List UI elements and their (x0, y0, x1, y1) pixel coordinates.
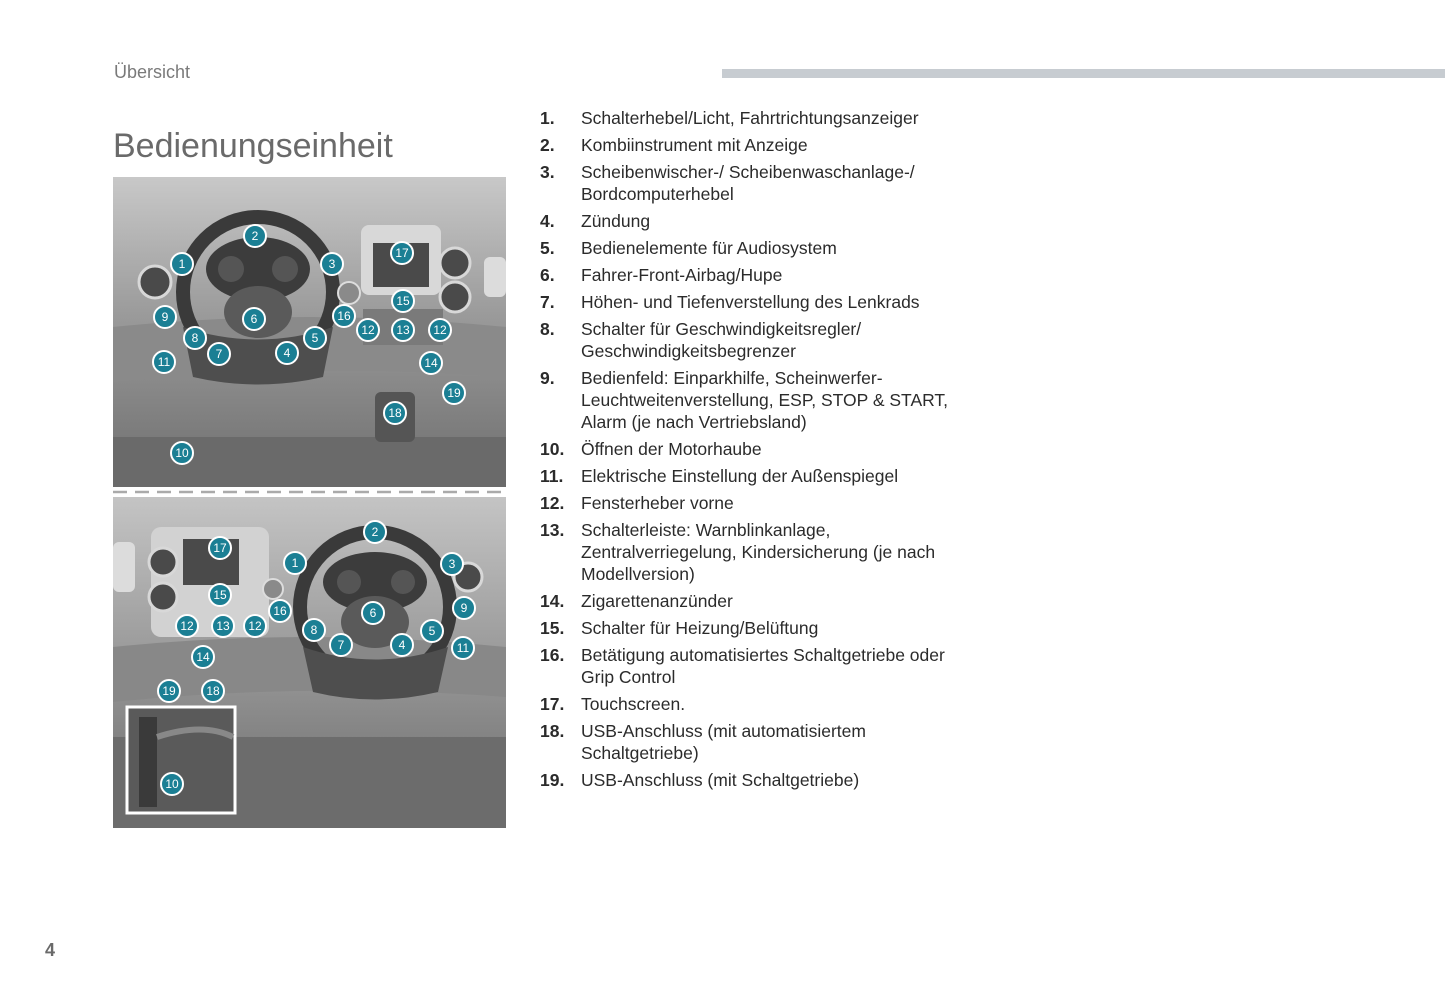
svg-text:14: 14 (424, 356, 438, 370)
callout-17 (209, 537, 231, 559)
legend-item (540, 438, 960, 460)
legend-number: 12. (540, 493, 565, 513)
svg-text:17: 17 (395, 246, 409, 260)
legend-text: Zündung (581, 211, 651, 231)
callout-18 (384, 402, 406, 424)
svg-text:14: 14 (196, 650, 210, 664)
svg-text:4: 4 (398, 638, 406, 652)
legend-item (540, 617, 960, 639)
dashboard-illustration (113, 177, 506, 828)
callout-19 (443, 382, 465, 404)
legend-number: 4. (540, 211, 555, 231)
section-label: Übersicht (114, 62, 191, 82)
legend-text: Bedienfeld: Einparkhilfe, Scheinwerfer-Leuchtweitenverstellung, ESP, STOP & START, Alarm (je nach Vertriebsland) (581, 368, 949, 432)
callout-6 (362, 602, 384, 624)
legend-item (540, 291, 960, 313)
svg-text:16: 16 (273, 604, 287, 618)
legend-text: Schalter für Geschwindigkeitsregler/ Geschwindigkeitsbegrenzer (581, 319, 862, 361)
callout-7 (208, 343, 230, 365)
legend-text: USB-Anschluss (mit automatisiertem Schaltgetriebe) (581, 721, 866, 763)
callout-8 (184, 327, 206, 349)
callout-9 (154, 306, 176, 328)
legend-text: Fensterheber vorne (581, 493, 734, 513)
legend-number: 9. (540, 368, 555, 388)
svg-text:15: 15 (213, 588, 227, 602)
svg-text:4: 4 (283, 346, 291, 360)
callout-15 (209, 584, 231, 606)
svg-text:12: 12 (248, 619, 262, 633)
legend-item (540, 210, 960, 232)
callout-5 (421, 620, 443, 642)
legend-number: 6. (540, 265, 555, 285)
legend-number: 11. (540, 466, 564, 486)
legend-number: 3. (540, 162, 555, 182)
svg-text:5: 5 (311, 331, 319, 345)
callout-12a (176, 615, 198, 637)
callout-3 (321, 253, 343, 275)
svg-text:17: 17 (213, 541, 227, 555)
svg-text:8: 8 (191, 331, 199, 345)
legend-text: Schalterleiste: Warnblinkanlage, Zentralverriegelung, Kindersicherung (je nach Modellversion) (581, 520, 936, 584)
legend-item (540, 264, 960, 286)
callout-10 (161, 773, 183, 795)
callout-19 (158, 680, 180, 702)
callout-10 (171, 442, 193, 464)
legend-item (540, 590, 960, 612)
svg-text:12: 12 (361, 323, 375, 337)
legend-item (540, 134, 960, 156)
legend-text: Touchscreen. (581, 694, 686, 714)
legend-item (540, 720, 960, 764)
svg-text:8: 8 (310, 623, 318, 637)
callout-3 (441, 553, 463, 575)
svg-text:19: 19 (162, 684, 176, 698)
legend-number: 8. (540, 319, 555, 339)
svg-text:12: 12 (180, 619, 194, 633)
callout-2 (244, 225, 266, 247)
svg-text:7: 7 (337, 638, 345, 652)
svg-text:3: 3 (328, 257, 336, 271)
legend-item (540, 693, 960, 715)
legend-number: 19. (540, 770, 565, 790)
legend-list (540, 107, 960, 796)
legend-text: Betätigung automatisiertes Schaltgetriebe oder Grip Control (581, 645, 945, 687)
callout-5 (304, 327, 326, 349)
legend-item (540, 237, 960, 259)
legend-item (540, 644, 960, 688)
header-bar (722, 69, 1445, 78)
legend-text: Bedienelemente für Audiosystem (581, 238, 837, 258)
svg-text:13: 13 (396, 323, 410, 337)
callout-12b (244, 615, 266, 637)
svg-text:6: 6 (250, 312, 258, 326)
legend-text: Scheibenwischer-/ Scheibenwaschanlage-/ Bordcomputerhebel (581, 162, 915, 204)
legend-item (540, 492, 960, 514)
callout-6 (243, 308, 265, 330)
legend-number: 16. (540, 645, 565, 665)
legend-number: 1. (540, 108, 555, 128)
legend-number: 15. (540, 618, 565, 638)
legend-number: 18. (540, 721, 565, 741)
callout-8 (303, 619, 325, 641)
svg-text:7: 7 (215, 347, 223, 361)
callout-13 (392, 319, 414, 341)
svg-text:13: 13 (216, 619, 230, 633)
legend-number: 7. (540, 292, 555, 312)
svg-text:2: 2 (251, 229, 259, 243)
svg-text:15: 15 (396, 294, 410, 308)
callout-11 (153, 351, 175, 373)
legend-item (540, 465, 960, 487)
callout-12b (429, 319, 451, 341)
legend-number: 2. (540, 135, 555, 155)
callout-12a (357, 319, 379, 341)
page-title: Bedienungseinheit (113, 126, 393, 165)
svg-text:6: 6 (369, 606, 377, 620)
callout-4 (276, 342, 298, 364)
legend-number: 5. (540, 238, 555, 258)
svg-text:5: 5 (428, 624, 436, 638)
legend-item (540, 769, 960, 791)
page-number: 4 (45, 940, 56, 960)
legend-text: Elektrische Einstellung der Außenspiegel (581, 466, 899, 486)
legend-number: 14. (540, 591, 565, 611)
callout-7 (330, 634, 352, 656)
svg-text:16: 16 (337, 309, 351, 323)
callout-17 (391, 242, 413, 264)
svg-text:12: 12 (433, 323, 447, 337)
legend-text: Fahrer-Front-Airbag/Hupe (581, 265, 783, 285)
callout-4 (391, 634, 413, 656)
callout-14 (420, 352, 442, 374)
legend-number: 17. (540, 694, 565, 714)
svg-text:10: 10 (175, 446, 189, 460)
callout-15 (392, 290, 414, 312)
svg-text:3: 3 (448, 557, 456, 571)
svg-text:2: 2 (371, 525, 379, 539)
svg-text:10: 10 (165, 777, 179, 791)
legend-number: 13. (540, 520, 565, 540)
svg-text:9: 9 (161, 310, 169, 324)
callout-18 (202, 680, 224, 702)
legend-text: Schalter für Heizung/Belüftung (581, 618, 819, 638)
legend-item (540, 367, 960, 433)
legend-item (540, 519, 960, 585)
legend-text: Kombiinstrument mit Anzeige (581, 135, 808, 155)
legend-item (540, 161, 960, 205)
legend-text: Öffnen der Motorhaube (581, 439, 762, 459)
svg-text:19: 19 (447, 386, 461, 400)
legend-number: 10. (540, 439, 565, 459)
svg-text:9: 9 (460, 601, 468, 615)
svg-text:18: 18 (206, 684, 220, 698)
callout-16 (269, 600, 291, 622)
legend-text: USB-Anschluss (mit Schaltgetriebe) (581, 770, 860, 790)
callout-14 (192, 646, 214, 668)
callout-16 (333, 305, 355, 327)
legend-text: Zigarettenanzünder (581, 591, 733, 611)
svg-text:1: 1 (291, 556, 299, 570)
svg-text:1: 1 (178, 257, 186, 271)
legend-item (540, 318, 960, 362)
legend-item (540, 107, 960, 129)
svg-text:18: 18 (388, 406, 402, 420)
callout-11 (452, 637, 474, 659)
callout-9 (453, 597, 475, 619)
callout-2 (364, 521, 386, 543)
legend-text: Höhen- und Tiefenverstellung des Lenkrads (581, 292, 920, 312)
callout-1 (171, 253, 193, 275)
svg-text:11: 11 (456, 641, 470, 655)
svg-text:11: 11 (157, 355, 171, 369)
callout-1 (284, 552, 306, 574)
callout-13 (212, 615, 234, 637)
legend-text: Schalterhebel/Licht, Fahrtrichtungsanzeiger (581, 108, 919, 128)
